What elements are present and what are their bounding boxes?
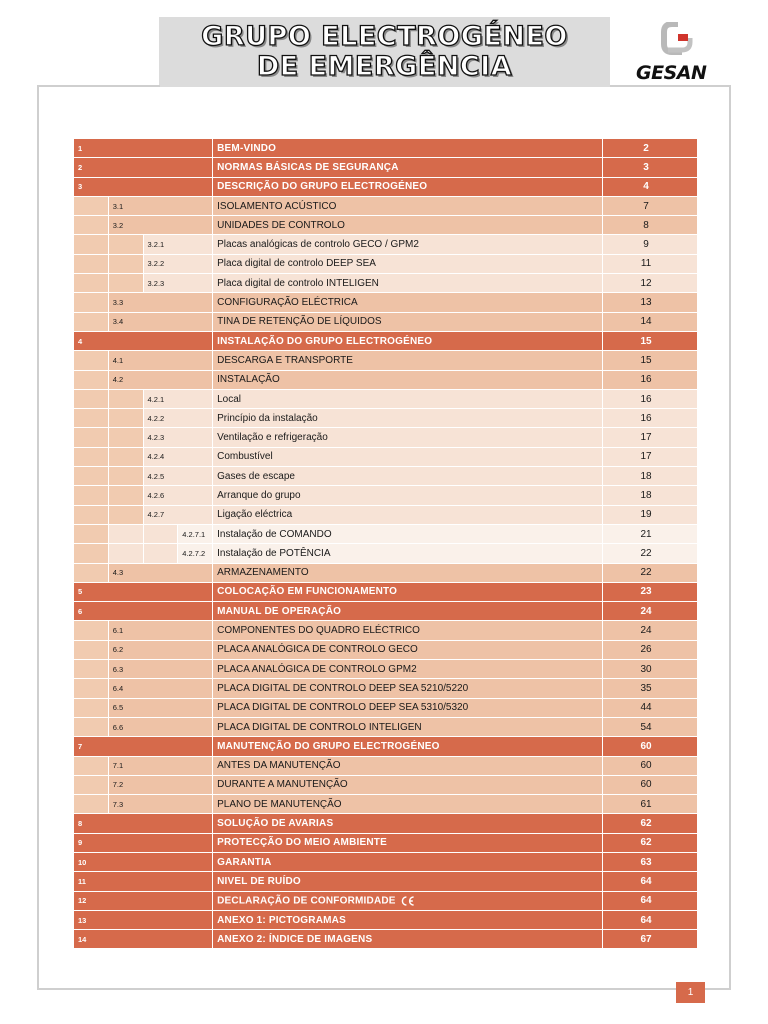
toc-page: 7 bbox=[603, 196, 698, 215]
toc-page: 61 bbox=[603, 795, 698, 814]
toc-indent bbox=[74, 756, 109, 775]
toc-number: 7 bbox=[74, 737, 213, 756]
toc-number: 3.1 bbox=[108, 196, 212, 215]
toc-title-text: COLOCAÇÃO EM FUNCIONAMENTO bbox=[217, 586, 398, 598]
toc-title[interactable] bbox=[213, 563, 603, 582]
toc-page: 18 bbox=[603, 467, 698, 486]
toc-indent bbox=[74, 216, 109, 235]
toc-title[interactable] bbox=[213, 640, 603, 659]
toc-title-text: Instalação de POTÊNCIA bbox=[217, 547, 331, 559]
frame-top-left bbox=[37, 85, 160, 87]
title-line-2: DE EMERGÊNCIA bbox=[256, 51, 513, 82]
toc-indent bbox=[108, 235, 143, 254]
toc-title-text: DESCRIÇÃO DO GRUPO ELECTROGÉNEO bbox=[217, 181, 428, 193]
toc-title-text: DURANTE A MANUTENÇÃO bbox=[217, 779, 348, 791]
toc-number: 6 bbox=[74, 602, 213, 621]
toc-title[interactable] bbox=[213, 852, 603, 871]
toc-page: 4 bbox=[603, 177, 698, 196]
toc-title-text: SOLUÇÃO DE AVARIAS bbox=[217, 818, 334, 830]
toc-row[interactable] bbox=[74, 428, 698, 447]
toc-indent bbox=[74, 351, 109, 370]
toc-title[interactable] bbox=[213, 447, 603, 466]
toc-title-text: MANUTENÇÃO DO GRUPO ELECTROGÉNEO bbox=[217, 740, 440, 752]
toc-indent bbox=[108, 389, 143, 408]
toc-row[interactable] bbox=[74, 563, 698, 582]
toc-title[interactable] bbox=[213, 660, 603, 679]
toc-title-text: Combustível bbox=[217, 451, 273, 463]
toc-page: 63 bbox=[603, 852, 698, 871]
toc-title[interactable] bbox=[213, 544, 603, 563]
toc-indent bbox=[74, 717, 109, 736]
toc-title[interactable] bbox=[213, 621, 603, 640]
toc-page: 23 bbox=[603, 582, 698, 601]
toc-page: 16 bbox=[603, 409, 698, 428]
toc-title-text: Local bbox=[217, 393, 242, 405]
toc-row[interactable] bbox=[74, 486, 698, 505]
toc-title-text: PLACA ANALÓGICA DE CONTROLO GECO bbox=[217, 644, 418, 656]
toc-title-text: ISOLAMENTO ACÚSTICO bbox=[217, 200, 337, 212]
toc-row[interactable] bbox=[74, 582, 698, 601]
brand-name: GESAN bbox=[636, 62, 707, 84]
toc-page: 18 bbox=[603, 486, 698, 505]
toc-number: 10 bbox=[74, 852, 213, 871]
toc-title-text: DECLARAÇÃO DE CONFORMIDADE bbox=[217, 895, 396, 907]
toc-page: 16 bbox=[603, 370, 698, 389]
toc-row[interactable] bbox=[74, 621, 698, 640]
toc-indent bbox=[74, 428, 109, 447]
toc-row[interactable] bbox=[74, 679, 698, 698]
toc-title-text: Placa digital de controlo DEEP SEA bbox=[217, 258, 376, 270]
toc-row[interactable] bbox=[74, 524, 698, 543]
toc-row[interactable] bbox=[74, 158, 698, 177]
toc-indent bbox=[74, 196, 109, 215]
toc-row[interactable] bbox=[74, 737, 698, 756]
toc-indent bbox=[74, 293, 109, 312]
toc-title-text: TINA DE RETENÇÃO DE LÍQUIDOS bbox=[217, 316, 382, 328]
toc-number: 6.3 bbox=[108, 660, 212, 679]
toc-title[interactable] bbox=[213, 679, 603, 698]
toc-title[interactable] bbox=[213, 486, 603, 505]
toc-row[interactable] bbox=[74, 139, 698, 158]
toc-title[interactable] bbox=[213, 467, 603, 486]
toc-title[interactable] bbox=[213, 524, 603, 543]
toc-number: 4.2.6 bbox=[143, 486, 213, 505]
toc-title[interactable] bbox=[213, 891, 603, 910]
toc-indent bbox=[74, 563, 109, 582]
toc-page: 14 bbox=[603, 312, 698, 331]
toc-page: 3 bbox=[603, 158, 698, 177]
toc-indent bbox=[108, 467, 143, 486]
toc-page: 11 bbox=[603, 254, 698, 273]
toc-title-text: Arranque do grupo bbox=[217, 489, 301, 501]
toc-title[interactable] bbox=[213, 814, 603, 833]
toc-row[interactable] bbox=[74, 235, 698, 254]
toc-title[interactable] bbox=[213, 196, 603, 215]
toc-page: 24 bbox=[603, 621, 698, 640]
toc-row[interactable] bbox=[74, 177, 698, 196]
toc-indent bbox=[74, 775, 109, 794]
toc-title[interactable] bbox=[213, 235, 603, 254]
toc-row[interactable] bbox=[74, 505, 698, 524]
toc-indent bbox=[74, 274, 109, 293]
toc-number: 4.2.4 bbox=[143, 447, 213, 466]
toc-row[interactable] bbox=[74, 409, 698, 428]
toc-row[interactable] bbox=[74, 447, 698, 466]
toc-row[interactable] bbox=[74, 196, 698, 215]
toc-indent bbox=[74, 544, 109, 563]
frame-top-right bbox=[610, 85, 731, 87]
toc-number: 9 bbox=[74, 833, 213, 852]
page-number: 1 bbox=[676, 982, 705, 1003]
toc-title-text: ANEXO 2: ÍNDICE DE IMAGENS bbox=[217, 933, 373, 945]
toc-page: 64 bbox=[603, 910, 698, 929]
toc-number: 6.4 bbox=[108, 679, 212, 698]
gesan-logo-icon bbox=[660, 22, 700, 62]
toc-indent bbox=[74, 370, 109, 389]
toc-number: 3.4 bbox=[108, 312, 212, 331]
toc-title[interactable] bbox=[213, 717, 603, 736]
toc-number: 7.1 bbox=[108, 756, 212, 775]
toc-indent bbox=[74, 524, 109, 543]
toc-title-text: NORMAS BÁSICAS DE SEGURANÇA bbox=[217, 161, 399, 173]
toc-title[interactable] bbox=[213, 910, 603, 929]
toc-title[interactable] bbox=[213, 833, 603, 852]
toc-number: 11 bbox=[74, 872, 213, 891]
toc-row[interactable] bbox=[74, 370, 698, 389]
toc-number: 4.2.2 bbox=[143, 409, 213, 428]
toc-title[interactable] bbox=[213, 370, 603, 389]
title-line-1: GRUPO ELECTROGÉNEO bbox=[201, 21, 568, 52]
toc-title[interactable] bbox=[213, 775, 603, 794]
toc-title[interactable] bbox=[213, 158, 603, 177]
toc-page: 44 bbox=[603, 698, 698, 717]
toc-title-text: BEM-VINDO bbox=[217, 142, 277, 154]
toc-indent bbox=[74, 235, 109, 254]
toc-title-text: Princípio da instalação bbox=[217, 412, 318, 424]
toc-indent bbox=[74, 467, 109, 486]
toc-indent bbox=[108, 254, 143, 273]
toc-row[interactable] bbox=[74, 216, 698, 235]
toc-title[interactable] bbox=[213, 698, 603, 717]
toc-title-text: INSTALAÇÃO DO GRUPO ELECTROGÉNEO bbox=[217, 335, 433, 347]
toc-page: 60 bbox=[603, 756, 698, 775]
toc-page: 17 bbox=[603, 447, 698, 466]
toc-number: 4.2.7.1 bbox=[178, 524, 213, 543]
toc-title[interactable] bbox=[213, 351, 603, 370]
toc-row[interactable] bbox=[74, 293, 698, 312]
toc-indent bbox=[74, 389, 109, 408]
toc-title[interactable] bbox=[213, 737, 603, 756]
toc-indent bbox=[108, 486, 143, 505]
toc-title-text: Ventilação e refrigeração bbox=[217, 432, 328, 444]
toc-row[interactable] bbox=[74, 640, 698, 659]
toc-number: 3.2.3 bbox=[143, 274, 213, 293]
toc-page: 64 bbox=[603, 891, 698, 910]
toc-row[interactable] bbox=[74, 795, 698, 814]
toc-number: 4.2.7.2 bbox=[178, 544, 213, 563]
toc-row[interactable] bbox=[74, 254, 698, 273]
toc-row[interactable] bbox=[74, 602, 698, 621]
toc-title-text: DESCARGA E TRANSPORTE bbox=[217, 354, 353, 366]
toc-number: 4.2.3 bbox=[143, 428, 213, 447]
toc-row[interactable] bbox=[74, 331, 698, 350]
toc-title[interactable] bbox=[213, 872, 603, 891]
toc-number: 3.2.1 bbox=[143, 235, 213, 254]
toc-row[interactable] bbox=[74, 930, 698, 949]
toc-row[interactable] bbox=[74, 775, 698, 794]
toc-indent bbox=[74, 621, 109, 640]
toc-indent bbox=[108, 447, 143, 466]
toc-indent bbox=[108, 274, 143, 293]
toc-title-text: UNIDADES DE CONTROLO bbox=[217, 219, 345, 231]
toc-indent bbox=[74, 254, 109, 273]
toc-title[interactable] bbox=[213, 756, 603, 775]
toc-indent bbox=[74, 409, 109, 428]
toc-title-text: INSTALAÇÃO bbox=[217, 374, 280, 386]
toc-number: 8 bbox=[74, 814, 213, 833]
toc-row[interactable] bbox=[74, 910, 698, 929]
toc-number: 6.1 bbox=[108, 621, 212, 640]
toc-title[interactable] bbox=[213, 930, 603, 949]
toc-number: 3.3 bbox=[108, 293, 212, 312]
toc-row[interactable] bbox=[74, 698, 698, 717]
toc-indent bbox=[108, 428, 143, 447]
toc-number: 1 bbox=[74, 139, 213, 158]
toc-indent bbox=[143, 524, 178, 543]
toc-title[interactable] bbox=[213, 795, 603, 814]
toc-indent bbox=[108, 524, 143, 543]
toc-title-text: Placas analógicas de controlo GECO / GPM2 bbox=[217, 239, 419, 251]
toc-number: 4 bbox=[74, 331, 213, 350]
toc-number: 4.3 bbox=[108, 563, 212, 582]
toc-title[interactable] bbox=[213, 254, 603, 273]
toc-page: 60 bbox=[603, 775, 698, 794]
toc-page: 64 bbox=[603, 872, 698, 891]
toc-number: 4.2.7 bbox=[143, 505, 213, 524]
toc-row[interactable] bbox=[74, 544, 698, 563]
toc-number: 2 bbox=[74, 158, 213, 177]
toc-indent bbox=[74, 486, 109, 505]
toc-number: 13 bbox=[74, 910, 213, 929]
toc-title-text: PLANO DE MANUTENÇÃO bbox=[217, 798, 342, 810]
toc-number: 6.6 bbox=[108, 717, 212, 736]
toc-page: 19 bbox=[603, 505, 698, 524]
table-of-contents bbox=[73, 138, 698, 949]
toc-title-text: ARMAZENAMENTO bbox=[217, 567, 309, 579]
toc-page: 24 bbox=[603, 602, 698, 621]
toc-title-text: PLACA DIGITAL DE CONTROLO DEEP SEA 5310/5320 bbox=[217, 702, 469, 714]
toc-title-text: Ligação eléctrica bbox=[217, 509, 293, 521]
toc-row[interactable] bbox=[74, 660, 698, 679]
toc-page: 13 bbox=[603, 293, 698, 312]
toc-title[interactable] bbox=[213, 602, 603, 621]
toc-title[interactable] bbox=[213, 331, 603, 350]
toc-indent bbox=[74, 660, 109, 679]
toc-title-text: ANTES DA MANUTENÇÃO bbox=[217, 760, 341, 772]
toc-number: 5 bbox=[74, 582, 213, 601]
toc-page: 26 bbox=[603, 640, 698, 659]
toc-number: 3.2 bbox=[108, 216, 212, 235]
toc-indent bbox=[74, 698, 109, 717]
toc-title-text: Instalação de COMANDO bbox=[217, 528, 332, 540]
toc-row[interactable] bbox=[74, 274, 698, 293]
toc-number: 6.2 bbox=[108, 640, 212, 659]
toc-page: 12 bbox=[603, 274, 698, 293]
toc-indent bbox=[143, 544, 178, 563]
toc-title[interactable] bbox=[213, 293, 603, 312]
toc-row[interactable] bbox=[74, 312, 698, 331]
toc-number: 12 bbox=[74, 891, 213, 910]
gesan-logo bbox=[630, 22, 726, 84]
toc-indent bbox=[108, 409, 143, 428]
toc-page: 22 bbox=[603, 544, 698, 563]
toc-title[interactable] bbox=[213, 409, 603, 428]
toc-page: 22 bbox=[603, 563, 698, 582]
toc-title-text: MANUAL DE OPERAÇÃO bbox=[217, 605, 342, 617]
toc-number: 7.2 bbox=[108, 775, 212, 794]
toc-indent bbox=[74, 505, 109, 524]
toc-row[interactable] bbox=[74, 814, 698, 833]
toc-indent bbox=[74, 679, 109, 698]
toc-row[interactable] bbox=[74, 872, 698, 891]
toc-page: 21 bbox=[603, 524, 698, 543]
toc-row[interactable] bbox=[74, 891, 698, 910]
toc-title[interactable] bbox=[213, 177, 603, 196]
toc-row[interactable] bbox=[74, 351, 698, 370]
toc-number: 7.3 bbox=[108, 795, 212, 814]
toc-indent bbox=[74, 640, 109, 659]
toc-number: 3 bbox=[74, 177, 213, 196]
toc-title-text: CONFIGURAÇÃO ELÉCTRICA bbox=[217, 297, 358, 309]
ce-mark-icon bbox=[400, 895, 416, 907]
toc-row[interactable] bbox=[74, 756, 698, 775]
toc-row[interactable] bbox=[74, 717, 698, 736]
toc-number: 4.1 bbox=[108, 351, 212, 370]
toc-title-text: PLACA ANALÓGICA DE CONTROLO GPM2 bbox=[217, 663, 417, 675]
toc-title[interactable] bbox=[213, 274, 603, 293]
toc-page: 2 bbox=[603, 139, 698, 158]
toc-page: 15 bbox=[603, 351, 698, 370]
toc-title-text: GARANTIA bbox=[217, 856, 272, 868]
toc-row[interactable] bbox=[74, 852, 698, 871]
toc-title[interactable] bbox=[213, 139, 603, 158]
toc-number: 4.2 bbox=[108, 370, 212, 389]
toc-title-text: ANEXO 1: PICTOGRAMAS bbox=[217, 914, 346, 926]
toc-page: 9 bbox=[603, 235, 698, 254]
toc-title-text: COMPONENTES DO QUADRO ELÉCTRICO bbox=[217, 625, 420, 637]
toc-number: 14 bbox=[74, 930, 213, 949]
toc-indent bbox=[74, 795, 109, 814]
toc-row[interactable] bbox=[74, 389, 698, 408]
toc-title[interactable] bbox=[213, 389, 603, 408]
toc-title[interactable] bbox=[213, 312, 603, 331]
toc-title-text: NIVEL DE RUÍDO bbox=[217, 875, 301, 887]
toc-page: 17 bbox=[603, 428, 698, 447]
toc-title[interactable] bbox=[213, 428, 603, 447]
toc-title-text: PLACA DIGITAL DE CONTROLO INTELIGEN bbox=[217, 721, 422, 733]
toc-page: 35 bbox=[603, 679, 698, 698]
toc-page: 54 bbox=[603, 717, 698, 736]
toc-title-text: PROTECÇÃO DO MEIO AMBIENTE bbox=[217, 837, 387, 849]
toc-number: 4.2.1 bbox=[143, 389, 213, 408]
toc-indent bbox=[74, 447, 109, 466]
toc-page: 62 bbox=[603, 814, 698, 833]
toc-title[interactable] bbox=[213, 505, 603, 524]
toc-page: 60 bbox=[603, 737, 698, 756]
toc-row[interactable] bbox=[74, 833, 698, 852]
toc-indent bbox=[108, 505, 143, 524]
toc-page: 16 bbox=[603, 389, 698, 408]
toc-title[interactable] bbox=[213, 582, 603, 601]
toc-page: 8 bbox=[603, 216, 698, 235]
toc-page: 62 bbox=[603, 833, 698, 852]
document-title bbox=[159, 17, 610, 87]
toc-indent bbox=[108, 544, 143, 563]
toc-page: 30 bbox=[603, 660, 698, 679]
toc-page: 67 bbox=[603, 930, 698, 949]
toc-row[interactable] bbox=[74, 467, 698, 486]
toc-number: 6.5 bbox=[108, 698, 212, 717]
toc-number: 4.2.5 bbox=[143, 467, 213, 486]
toc-title[interactable] bbox=[213, 216, 603, 235]
toc-title-text: Placa digital de controlo INTELIGEN bbox=[217, 277, 379, 289]
toc-page: 15 bbox=[603, 331, 698, 350]
toc-title-text: Gases de escape bbox=[217, 470, 295, 482]
toc-number: 3.2.2 bbox=[143, 254, 213, 273]
toc-title-text: PLACA DIGITAL DE CONTROLO DEEP SEA 5210/5220 bbox=[217, 682, 469, 694]
toc-indent bbox=[74, 312, 109, 331]
